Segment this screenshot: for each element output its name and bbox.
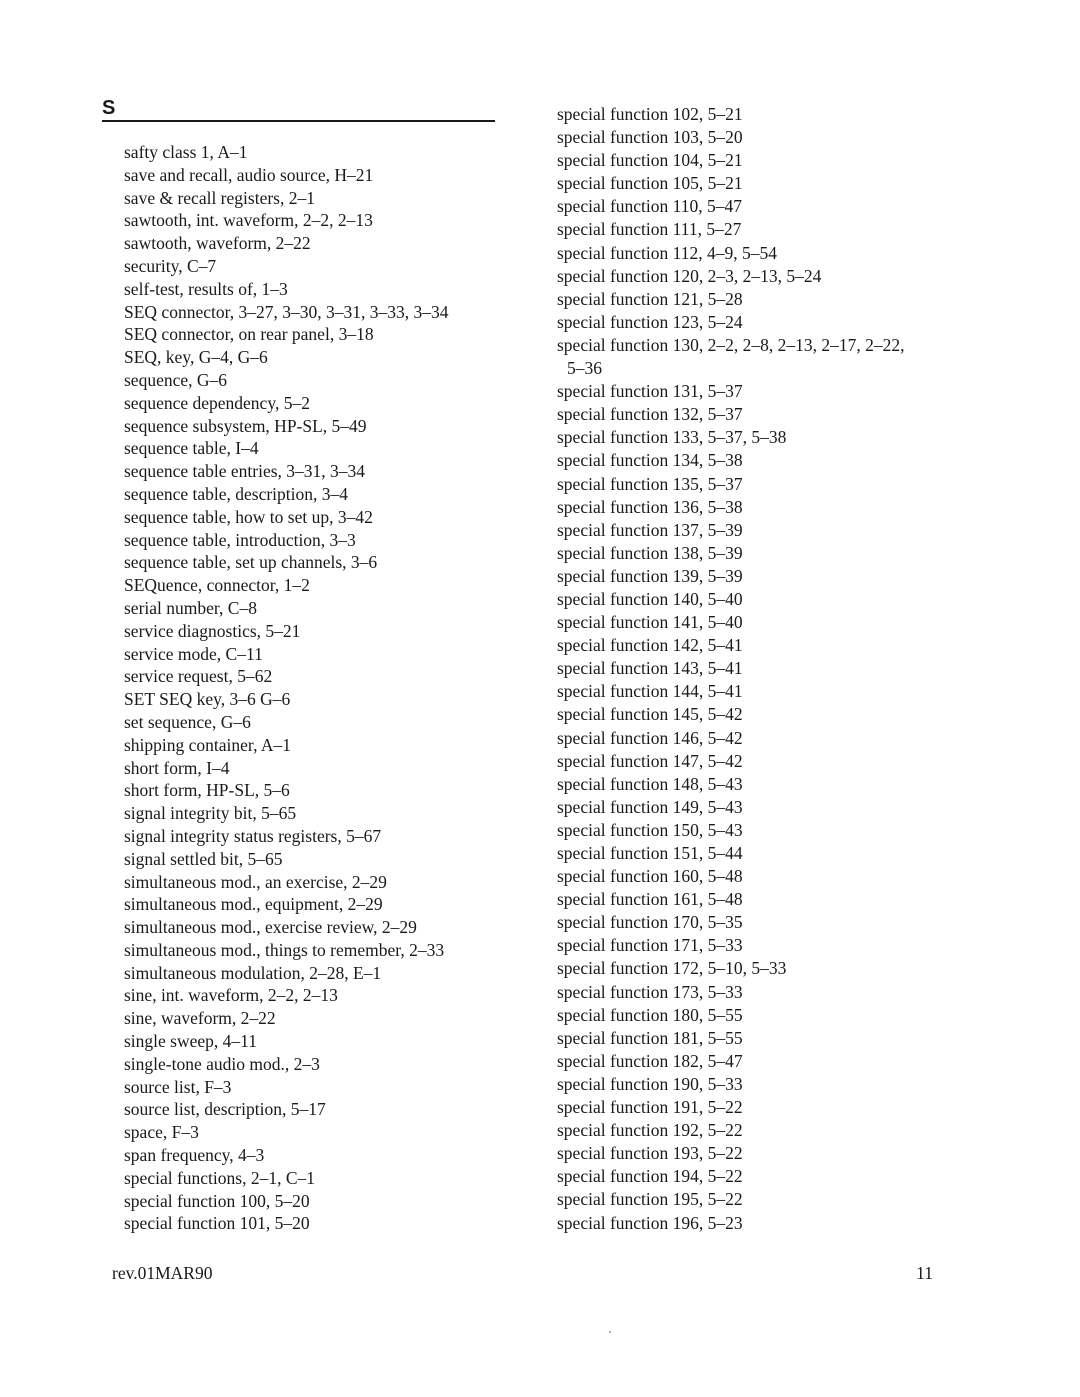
index-entry: special function 190, 5–33 <box>557 1073 743 1094</box>
index-entry: special function 140, 5–40 <box>557 588 743 609</box>
index-entry: special function 104, 5–21 <box>557 150 743 171</box>
index-entry: security, C–7 <box>124 255 217 276</box>
index-entry: special function 100, 5–20 <box>124 1190 310 1211</box>
index-entry: special function 133, 5–37, 5–38 <box>557 427 787 448</box>
index-entry: sine, int. waveform, 2–2, 2–13 <box>124 985 338 1006</box>
index-entry: short form, HP-SL, 5–6 <box>124 780 290 801</box>
index-entry: span frequency, 4–3 <box>124 1145 265 1166</box>
index-entry: special function 194, 5–22 <box>557 1166 743 1187</box>
index-entry: sequence subsystem, HP-SL, 5–49 <box>124 415 367 436</box>
index-entry: service diagnostics, 5–21 <box>124 620 301 641</box>
index-entry: special function 121, 5–28 <box>557 288 743 309</box>
index-entry: sequence table, how to set up, 3–42 <box>124 506 373 527</box>
index-entry: short form, I–4 <box>124 757 230 778</box>
index-entry: save & recall registers, 2–1 <box>124 187 315 208</box>
index-entry: special function 101, 5–20 <box>124 1213 310 1234</box>
index-entry: special function 181, 5–55 <box>557 1027 743 1048</box>
index-entry: special function 146, 5–42 <box>557 727 743 748</box>
index-entry: SEQ connector, 3–27, 3–30, 3–31, 3–33, 3–34 <box>124 301 449 322</box>
index-entry: special function 111, 5–27 <box>557 219 742 240</box>
index-entry: special function 138, 5–39 <box>557 542 743 563</box>
index-entry: sawtooth, waveform, 2–22 <box>124 233 311 254</box>
index-entry: signal settled bit, 5–65 <box>124 848 283 869</box>
index-entry: SEQ connector, on rear panel, 3–18 <box>124 324 374 345</box>
index-entry: special function 143, 5–41 <box>557 658 743 679</box>
index-entry: special function 196, 5–23 <box>557 1212 743 1233</box>
index-entry: special function 110, 5–47 <box>557 196 743 217</box>
index-entry: SEQuence, connector, 1–2 <box>124 575 310 596</box>
index-entry: source list, F–3 <box>124 1076 232 1097</box>
index-entry: special function 180, 5–55 <box>557 1004 743 1025</box>
index-entry: special function 105, 5–21 <box>557 173 743 194</box>
index-entry: simultaneous modulation, 2–28, E–1 <box>124 962 382 983</box>
index-entry: service mode, C–11 <box>124 643 263 664</box>
index-entry: special function 182, 5–47 <box>557 1050 743 1071</box>
index-entry: special function 137, 5–39 <box>557 519 743 540</box>
index-entry: single-tone audio mod., 2–3 <box>124 1053 320 1074</box>
index-entry: special function 160, 5–48 <box>557 866 743 887</box>
index-entry: special function 112, 4–9, 5–54 <box>557 242 778 263</box>
revision-label: rev.01MAR90 <box>112 1263 213 1283</box>
index-entry-continuation: 5–36 <box>567 358 602 379</box>
index-entry: special function 147, 5–42 <box>557 750 743 771</box>
index-entry: special function 172, 5–10, 5–33 <box>557 958 787 979</box>
index-entry: set sequence, G–6 <box>124 711 251 732</box>
index-entry: special function 195, 5–22 <box>557 1189 743 1210</box>
index-entry: special function 139, 5–39 <box>557 565 743 586</box>
index-entry: space, F–3 <box>124 1122 199 1143</box>
index-column-right <box>557 103 905 1235</box>
index-column-left <box>124 141 448 1235</box>
index-entry: special function 191, 5–22 <box>557 1097 743 1118</box>
index-entry: special function 130, 2–2, 2–8, 2–13, 2–17, 2–22, <box>557 334 905 355</box>
page-number: 11 <box>916 1263 933 1283</box>
index-entry: sine, waveform, 2–22 <box>124 1008 276 1029</box>
index-entry: special function 120, 2–3, 2–13, 5–24 <box>557 265 822 286</box>
index-entry: serial number, C–8 <box>124 597 257 618</box>
index-entry: safty class 1, A–1 <box>124 142 248 162</box>
index-entry: special function 193, 5–22 <box>557 1143 743 1164</box>
index-entry: signal integrity bit, 5–65 <box>124 803 297 824</box>
index-entry: sequence table, introduction, 3–3 <box>124 529 356 550</box>
index-entry: single sweep, 4–11 <box>124 1031 258 1052</box>
scan-speck <box>609 1331 611 1333</box>
index-entry: service request, 5–62 <box>124 666 273 687</box>
index-entry: special function 161, 5–48 <box>557 889 743 910</box>
index-entry: special function 132, 5–37 <box>557 404 743 425</box>
index-entry: save and recall, audio source, H–21 <box>124 164 374 185</box>
index-entry: simultaneous mod., equipment, 2–29 <box>124 894 383 915</box>
index-entry: special function 150, 5–43 <box>557 819 743 840</box>
index-entry: special function 135, 5–37 <box>557 473 743 494</box>
index-entry: special function 149, 5–43 <box>557 796 743 817</box>
index-entry: special function 170, 5–35 <box>557 912 743 933</box>
index-entry: special function 131, 5–37 <box>557 381 743 402</box>
index-entry: special function 136, 5–38 <box>557 496 743 517</box>
section-letter: S <box>102 97 116 119</box>
index-entry: sequence table, set up channels, 3–6 <box>124 552 378 573</box>
index-entry: special function 123, 5–24 <box>557 311 743 332</box>
index-entry: signal integrity status registers, 5–67 <box>124 825 382 846</box>
index-entry: special functions, 2–1, C–1 <box>124 1167 316 1188</box>
index-entry: source list, description, 5–17 <box>124 1099 326 1120</box>
index-entry: sequence table, I–4 <box>124 438 259 459</box>
index-entry: shipping container, A–1 <box>124 734 291 755</box>
index-entry: simultaneous mod., things to remember, 2–33 <box>124 939 445 960</box>
index-entry: special function 102, 5–21 <box>557 104 743 124</box>
index-entry: sequence table entries, 3–31, 3–34 <box>124 461 366 482</box>
index-entry: self-test, results of, 1–3 <box>124 278 288 299</box>
index-entry: special function 148, 5–43 <box>557 773 743 794</box>
index-entry: sequence, G–6 <box>124 369 228 390</box>
index-entry: special function 173, 5–33 <box>557 981 743 1002</box>
index-entry: special function 134, 5–38 <box>557 450 743 471</box>
index-entry: sequence table, description, 3–4 <box>124 483 349 504</box>
index-entry: SET SEQ key, 3–6 G–6 <box>124 689 291 710</box>
index-entry: simultaneous mod., exercise review, 2–29 <box>124 917 417 938</box>
index-entry: SEQ, key, G–4, G–6 <box>124 347 268 368</box>
index-entry: special function 171, 5–33 <box>557 935 743 956</box>
index-entry: special function 141, 5–40 <box>557 612 743 633</box>
index-entry: sawtooth, int. waveform, 2–2, 2–13 <box>124 210 373 231</box>
index-entry: special function 103, 5–20 <box>557 127 743 148</box>
index-entry: special function 145, 5–42 <box>557 704 743 725</box>
index-entry: special function 142, 5–41 <box>557 635 743 656</box>
index-entry: special function 151, 5–44 <box>557 843 743 863</box>
index-entry: special function 144, 5–41 <box>557 681 743 702</box>
index-entry: special function 192, 5–22 <box>557 1120 743 1141</box>
section-divider <box>102 120 495 122</box>
index-entry: sequence dependency, 5–2 <box>124 392 310 413</box>
index-entry: simultaneous mod., an exercise, 2–29 <box>124 871 387 892</box>
